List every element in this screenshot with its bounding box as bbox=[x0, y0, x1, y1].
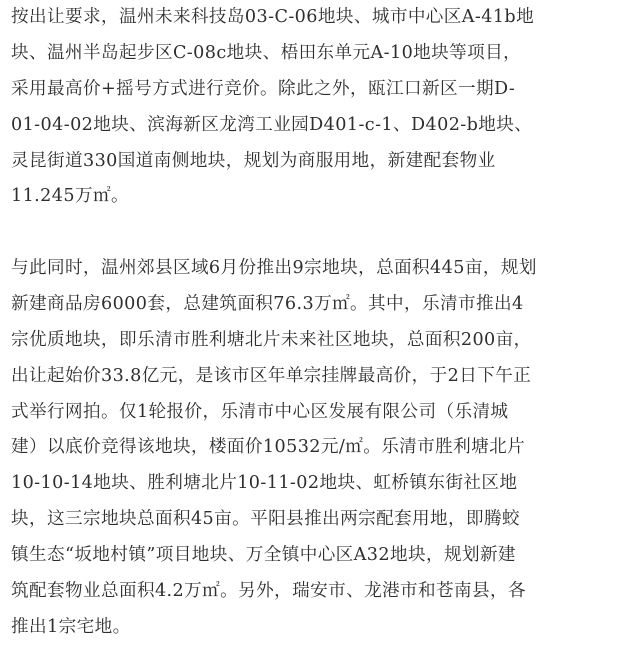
text-line: 与此同时，温州郊县区域6月份推出9宗地块，总面积445亩，规划 bbox=[11, 258, 537, 278]
text-line: 镇生态“坂地村镇”项目地块、万全镇中心区A32地块，规划新建 bbox=[11, 545, 516, 566]
text-line: 建）以底价竞得该地块，楼面价10532元/㎡。乐清市胜利塘北片 bbox=[11, 437, 526, 458]
text-line: 11.245万㎡。 bbox=[11, 186, 129, 207]
text-line: 新建商品房6000套，总建筑面积76.3万㎡。其中，乐清市推出4 bbox=[11, 293, 524, 314]
text-line: 推出1宗宅地。 bbox=[11, 616, 131, 637]
text-line: 灵昆街道330国道南侧地块，规划为商服用地，新建配套物业 bbox=[11, 150, 496, 171]
text-line: 式举行网拍。仅1轮报价，乐清市中心区发展有限公司（乐清城 bbox=[11, 401, 509, 422]
text-line: 采用最高价+摇号方式进行竞价。除此之外，瓯江口新区一期D- bbox=[11, 78, 516, 99]
text-line: 块，这三宗地块总面积45亩。平阳县推出两宗配套用地，即腾蛟 bbox=[11, 509, 521, 530]
paragraph-county-land bbox=[11, 251, 537, 646]
text-line: 按出让要求，温州未来科技岛03-C-06地块、城市中心区A-41b地 bbox=[11, 7, 535, 27]
text-line: 筑配套物业总面积4.2万㎡。另外，瑞安市、龙港市和苍南县，各 bbox=[11, 581, 527, 602]
text-line: 10-10-14地块、胜利塘北片10-11-02地块、虹桥镇东街社区地 bbox=[11, 473, 518, 494]
text-line: 宗优质地块，即乐清市胜利塘北片未来社区地块，总面积200亩， bbox=[11, 329, 532, 350]
text-line: 01-04-02地块、滨海新区龙湾工业园D401-c-1、D402-b地块、 bbox=[11, 114, 533, 135]
text-line: 出让起始价33.8亿元，是该市区年单宗挂牌最高价，于2日下午正 bbox=[11, 365, 532, 386]
text-line: 块、温州半岛起步区C-08c地块、梧田东单元A-10地块等项目， bbox=[11, 42, 522, 63]
paragraph-land-auction bbox=[11, 0, 534, 215]
